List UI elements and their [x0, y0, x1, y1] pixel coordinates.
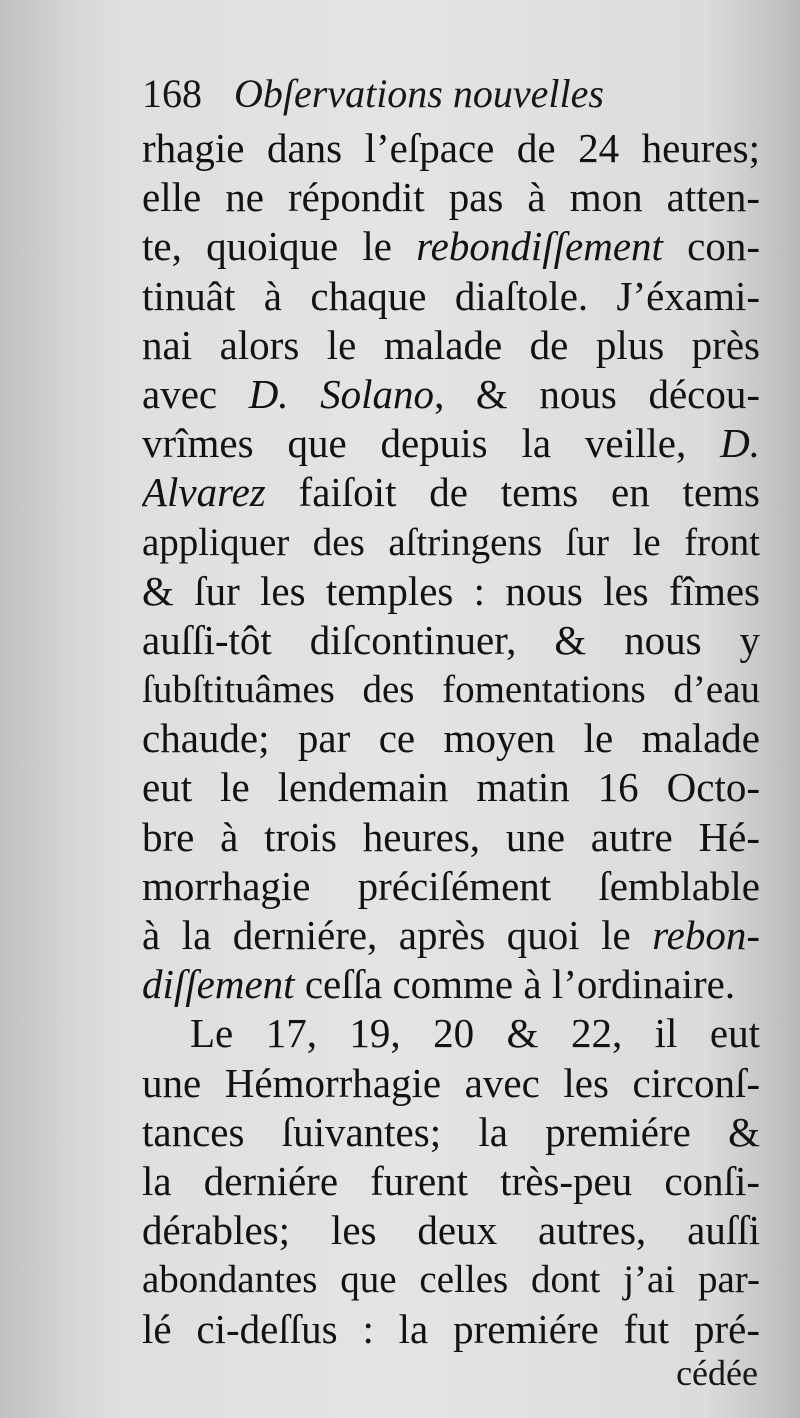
- text-line: [142, 468, 760, 517]
- running-title: Obſervations nouvelles: [234, 71, 604, 116]
- text-line: [142, 1108, 760, 1157]
- text-span: faiſoit de tems en tems: [265, 469, 760, 516]
- text-line: [142, 419, 760, 468]
- text-line: [142, 862, 760, 911]
- text-span: con-: [662, 223, 760, 270]
- text-span: lé ci-deſſus : la premiére fut pré-: [142, 1305, 760, 1352]
- text-span: rhagie dans l’eſpace de 24 heures;: [142, 125, 760, 171]
- italic-span: Alvarez: [142, 469, 266, 516]
- text-line: [142, 714, 760, 763]
- text-span: avec: [142, 370, 249, 417]
- text-line: [142, 1059, 760, 1108]
- text-span: & ſur les temples : nous les fîmes: [142, 567, 760, 614]
- text-span: ſubſtituâmes des fomentations d’eau: [142, 668, 760, 712]
- text-line: [142, 1206, 760, 1255]
- italic-span: diſſement: [142, 961, 295, 1008]
- text-span: appliquer des aſtringens ſur le front: [142, 520, 760, 564]
- text-span: elle ne répondit pas à mon atten-: [142, 174, 760, 221]
- text-line: [142, 616, 760, 665]
- text-line: [142, 124, 760, 173]
- text-span: , & nous décou-: [434, 370, 760, 417]
- italic-span: rebondiſſement: [416, 223, 663, 270]
- page-shading: [0, 0, 120, 1418]
- text-span: chaude; par ce moyen le malade: [142, 715, 760, 762]
- text-line: [142, 1157, 760, 1206]
- text-span: la derniére furent très-peu conſi-: [142, 1157, 760, 1204]
- text-span: vrîmes que depuis la veille,: [142, 420, 721, 467]
- text-span: à la derniére, après quoi le: [142, 912, 653, 958]
- text-span: te, quoique le: [142, 223, 417, 270]
- italic-span: D. Solano: [248, 370, 435, 417]
- text-line: [142, 665, 760, 714]
- text-line: [142, 813, 760, 862]
- text-line: [142, 518, 760, 567]
- text-line: [142, 960, 760, 1009]
- text-span: auſſi-tôt diſcontinuer, & nous y: [142, 616, 760, 663]
- text-span: dérables; les deux autres, auſſi: [142, 1207, 760, 1254]
- text-line: [142, 272, 760, 321]
- italic-span: D.: [720, 420, 760, 467]
- text-span: tinuât à chaque diaſtole. J’éxami-: [142, 272, 760, 319]
- text-line: [142, 1009, 760, 1058]
- text-line: [142, 911, 760, 960]
- text-span: ceſſa comme à l’ordinaire.: [294, 961, 736, 1008]
- body-text: [142, 124, 760, 1354]
- text-line: [142, 1305, 760, 1354]
- text-span: abondantes que celles dont j’ai par-: [142, 1258, 760, 1302]
- text-span: tances ſuivantes; la premiére &: [142, 1108, 760, 1155]
- text-span: une Hémorrhagie avec les circonſ-: [142, 1059, 760, 1106]
- text-line: [142, 173, 760, 222]
- text-span: eut le lendemain matin 16 Octo-: [142, 764, 760, 811]
- text-span: nai alors le malade de plus près: [142, 321, 760, 368]
- running-header: [142, 70, 762, 122]
- text-line: [142, 222, 760, 271]
- catchword: cédée: [676, 1353, 758, 1393]
- text-line: [142, 763, 760, 812]
- text-line: [142, 567, 760, 616]
- text-line: [142, 370, 760, 419]
- text-span: bre à trois heures, une autre Hé-: [142, 813, 760, 860]
- text-line: [142, 1255, 760, 1304]
- page-number: 168: [142, 71, 202, 116]
- text-line: [142, 321, 760, 370]
- text-span: Le 17, 19, 20 & 22, il eut: [190, 1010, 760, 1057]
- text-span: morrhagie préciſément ſemblable: [142, 862, 760, 909]
- italic-span: rebon-: [652, 912, 760, 958]
